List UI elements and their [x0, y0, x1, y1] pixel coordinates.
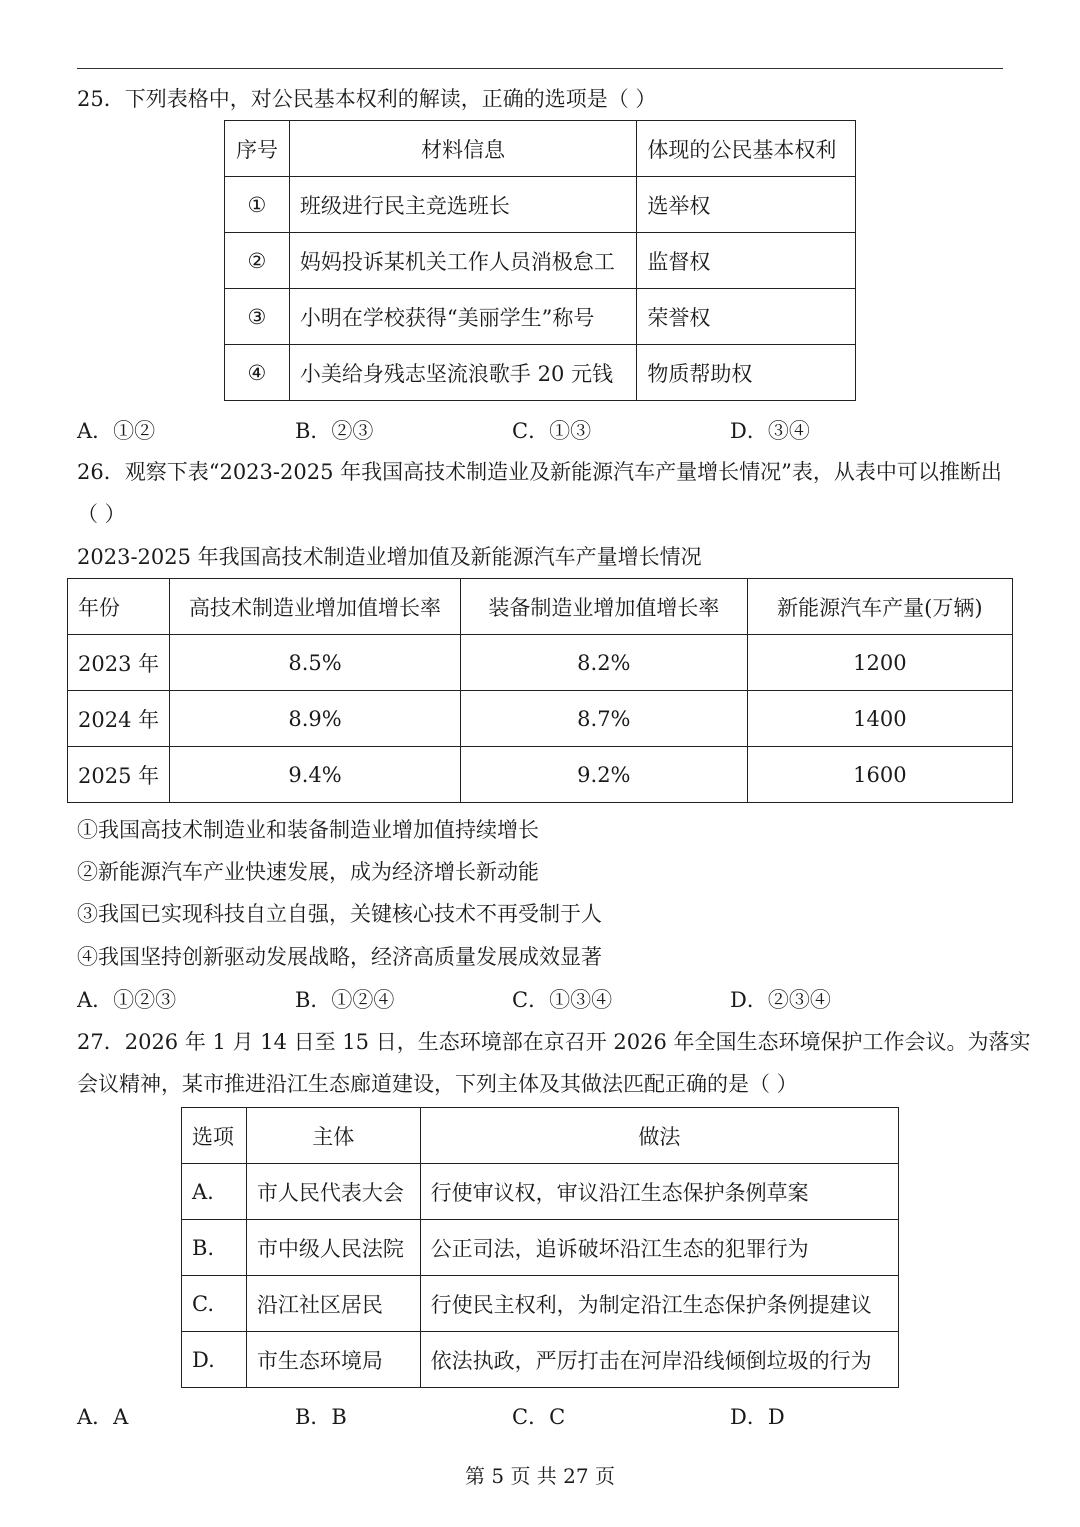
table-header-row — [68, 579, 1013, 635]
table-cell: 沿江社区居民 — [246, 1276, 420, 1332]
table-cell: 公正司法，追诉破坏沿江生态的犯罪行为 — [420, 1220, 898, 1276]
q26-statement-3: ③我国已实现科技自立自强，关键核心技术不再受制于人 — [77, 902, 602, 926]
q25-option-a[interactable]: A．①② — [77, 419, 156, 443]
table-cell: C. — [182, 1276, 247, 1332]
q27-option-b[interactable]: B．B — [295, 1405, 347, 1429]
q25-options — [77, 417, 977, 445]
table-header-cell: 装备制造业增加值增长率 — [460, 579, 747, 635]
table-cell: 妈妈投诉某机关工作人员消极怠工 — [289, 233, 636, 289]
table-header-cell: 材料信息 — [289, 121, 636, 177]
table-cell: 2024 年 — [68, 691, 170, 747]
q27-options — [77, 1403, 977, 1431]
table-cell: 9.2% — [460, 747, 747, 803]
table-row — [225, 289, 856, 345]
table-header-cell: 做法 — [420, 1108, 898, 1164]
q26-option-a[interactable]: A．①②③ — [77, 988, 177, 1012]
table-header-row — [225, 121, 856, 177]
q26-option-b[interactable]: B．①②④ — [295, 988, 395, 1012]
table-header-cell: 体现的公民基本权利 — [637, 121, 856, 177]
q25-stem: 25．下列表格中，对公民基本权利的解读，正确的选项是（ ） — [77, 87, 657, 111]
q25-option-b[interactable]: B．②③ — [295, 419, 374, 443]
table-cell: 班级进行民主竞选班长 — [289, 177, 636, 233]
table-row — [182, 1276, 899, 1332]
table-cell: 8.7% — [460, 691, 747, 747]
q26-statement-4: ④我国坚持创新驱动发展战略，经济高质量发展成效显著 — [77, 945, 602, 969]
table-cell: 1400 — [747, 691, 1012, 747]
table-cell: 市生态环境局 — [246, 1332, 420, 1388]
table-cell: 物质帮助权 — [637, 345, 856, 401]
q26-option-c[interactable]: C．①③④ — [512, 988, 613, 1012]
page-footer: 第 5 页 共 27 页 — [465, 1464, 615, 1488]
table-header-cell: 主体 — [246, 1108, 420, 1164]
q26-stem-line1: 26．观察下表“2023-2025 年我国高技术制造业及新能源汽车产量增长情况”表，从表中可以推断出 — [77, 460, 1002, 484]
table-cell: 市中级人民法院 — [246, 1220, 420, 1276]
table-header-cell: 新能源汽车产量(万辆) — [747, 579, 1012, 635]
q27-table — [181, 1107, 899, 1388]
table-row — [225, 345, 856, 401]
table-cell: 8.2% — [460, 635, 747, 691]
table-cell: 1200 — [747, 635, 1012, 691]
table-cell: D. — [182, 1332, 247, 1388]
table-cell: ① — [225, 177, 290, 233]
table-cell: 市人民代表大会 — [246, 1164, 420, 1220]
table-row — [225, 177, 856, 233]
table-row — [68, 635, 1013, 691]
table-cell: 荣誉权 — [637, 289, 856, 345]
table-cell: 8.5% — [170, 635, 461, 691]
table-cell: 8.9% — [170, 691, 461, 747]
q27-option-c[interactable]: C．C — [512, 1405, 566, 1429]
table-row — [182, 1220, 899, 1276]
table-row — [182, 1164, 899, 1220]
q26-table — [67, 578, 1013, 803]
table-cell: B. — [182, 1220, 247, 1276]
table-cell: 监督权 — [637, 233, 856, 289]
table-cell: 选举权 — [637, 177, 856, 233]
table-header-row — [182, 1108, 899, 1164]
q26-option-d[interactable]: D．②③④ — [730, 988, 831, 1012]
q26-stem-line2: （ ） — [77, 502, 126, 526]
table-cell: 9.4% — [170, 747, 461, 803]
q26-statement-2: ②新能源汽车产业快速发展，成为经济增长新动能 — [77, 860, 539, 884]
table-cell: ② — [225, 233, 290, 289]
table-header-cell: 高技术制造业增加值增长率 — [170, 579, 461, 635]
table-header-cell: 选项 — [182, 1108, 247, 1164]
q25-table — [224, 120, 856, 401]
table-cell: ③ — [225, 289, 290, 345]
table-header-cell: 年份 — [68, 579, 170, 635]
q26-options — [77, 986, 977, 1014]
table-row — [182, 1332, 899, 1388]
table-row — [68, 747, 1013, 803]
q27-option-d[interactable]: D．D — [730, 1405, 785, 1429]
q27-stem-line1: 27．2026 年 1 月 14 日至 15 日，生态环境部在京召开 2026 年全国生态环境保护工作会议。为落实 — [77, 1030, 1031, 1054]
q27-option-a[interactable]: A．A — [77, 1405, 129, 1429]
q27-stem-line2: 会议精神，某市推进沿江生态廊道建设，下列主体及其做法匹配正确的是（ ） — [77, 1072, 798, 1096]
table-cell: 1600 — [747, 747, 1012, 803]
table-row — [68, 691, 1013, 747]
table-cell: A. — [182, 1164, 247, 1220]
table-cell: 行使民主权利，为制定沿江生态保护条例提建议 — [420, 1276, 898, 1332]
q26-statement-1: ①我国高技术制造业和装备制造业增加值持续增长 — [77, 818, 539, 842]
table-header-cell: 序号 — [225, 121, 290, 177]
q25-option-d[interactable]: D．③④ — [730, 419, 810, 443]
table-cell: 2023 年 — [68, 635, 170, 691]
table-row — [225, 233, 856, 289]
q25-option-c[interactable]: C．①③ — [512, 419, 592, 443]
header-rule — [77, 68, 1003, 69]
table-cell: ④ — [225, 345, 290, 401]
table-cell: 行使审议权，审议沿江生态保护条例草案 — [420, 1164, 898, 1220]
table-cell: 小明在学校获得“美丽学生”称号 — [289, 289, 636, 345]
table-cell: 依法执政，严厉打击在河岸沿线倾倒垃圾的行为 — [420, 1332, 898, 1388]
table-cell: 小美给身残志坚流浪歌手 20 元钱 — [289, 345, 636, 401]
q26-table-title: 2023-2025 年我国高技术制造业增加值及新能源汽车产量增长情况 — [77, 545, 702, 569]
table-cell: 2025 年 — [68, 747, 170, 803]
